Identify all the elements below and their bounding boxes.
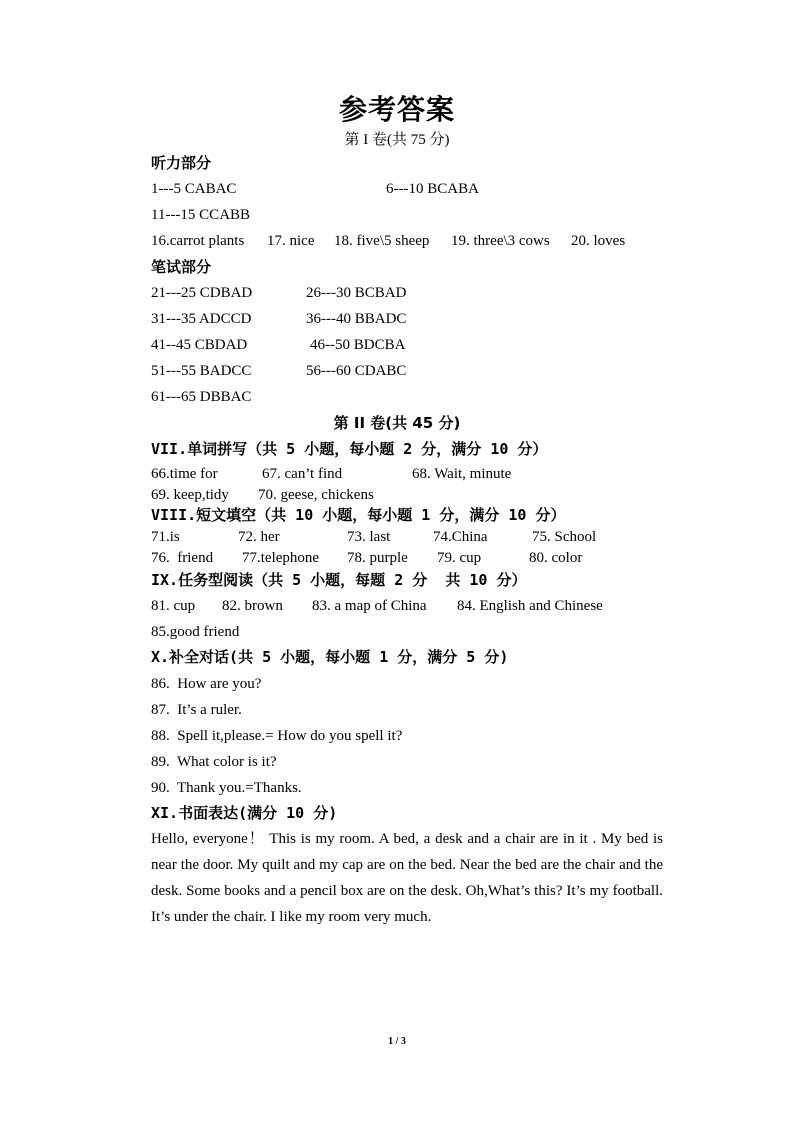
answer-66: 66.time for <box>151 466 218 482</box>
section-7-heading: VII.单词拼写（共 5 小题，每小题 2 分，满分 10 分） <box>151 440 548 458</box>
answer-80: 80. color <box>529 550 583 566</box>
answer-81: 81. cup <box>151 598 196 614</box>
answer-11-15: 11---15 CCABB <box>151 207 251 223</box>
answer-20: 20. loves <box>571 233 626 249</box>
page-number: 1 / 3 <box>388 1036 406 1047</box>
answer-85: 85.good friend <box>151 624 240 640</box>
answer-67: 67. can’t find <box>262 466 343 482</box>
answer-90: 90. Thank you.=Thanks. <box>151 780 302 796</box>
answer-41-45: 41--45 CBDAD <box>151 337 248 353</box>
answer-77: 77.telephone <box>242 550 320 566</box>
answer-74: 74.China <box>433 529 488 545</box>
answer-78: 78. purple <box>347 550 408 566</box>
essay-paragraph: Hello, everyone！ This is my room. A bed, a desk and a chair are in it . My bed is near the door. My quilt and my cap are on the bed. Near the bed are the chair and the desk. Some books and a pencil box are on the desk. Oh,What’s this? It’s my football. It’s under the chair. I like my room very much. <box>151 831 663 925</box>
section-11-heading: XI.书面表达(满分 10 分) <box>151 804 338 822</box>
answer-87: 87. It’s a ruler. <box>151 702 242 718</box>
answer-88: 88. Spell it,please.= How do you spell it? <box>151 728 403 744</box>
written-heading: 笔试部分 <box>151 258 212 276</box>
answer-83: 83. a map of China <box>312 598 427 614</box>
answer-84: 84. English and Chinese <box>457 598 603 614</box>
answer-71: 71.is <box>151 529 180 545</box>
answer-16: 16.carrot plants <box>151 233 245 249</box>
answer-6-10: 6---10 BCABA <box>386 181 479 197</box>
answer-69: 69. keep,tidy <box>151 487 229 503</box>
answer-82: 82. brown <box>222 598 283 614</box>
answer-72: 72. her <box>238 529 280 545</box>
page-title: 参考答案 <box>338 93 455 126</box>
answer-76: 76. friend <box>151 550 214 566</box>
part-two-heading: 第 II 卷(共 45 分) <box>333 414 461 432</box>
answer-89: 89. What color is it? <box>151 754 277 770</box>
section-9-heading: IX.任务型阅读（共 5 小题，每题 2 分 共 10 分） <box>151 571 527 589</box>
answer-61-65: 61---65 DBBAC <box>151 389 252 405</box>
answer-51-55: 51---55 BADCC <box>151 363 252 379</box>
answer-56-60: 56---60 CDABC <box>306 363 407 379</box>
answer-75: 75. School <box>532 529 597 545</box>
answer-31-35: 31---35 ADCCD <box>151 311 252 327</box>
answer-73: 73. last <box>347 529 391 545</box>
answer-21-25: 21---25 CDBAD <box>151 285 253 301</box>
answer-46-50: 46--50 BDCBA <box>310 337 406 353</box>
answer-70: 70. geese, chickens <box>258 487 374 503</box>
part-one-subtitle: 第 I 卷(共 75 分) <box>344 132 450 148</box>
answer-68: 68. Wait, minute <box>412 466 512 482</box>
answer-1-5: 1---5 CABAC <box>151 181 237 197</box>
section-8-heading: VIII.短文填空（共 10 小题，每小题 1 分，满分 10 分） <box>151 506 566 524</box>
answer-18: 18. five\5 sheep <box>334 233 430 249</box>
answer-26-30: 26---30 BCBAD <box>306 285 407 301</box>
answer-36-40: 36---40 BBADC <box>306 311 407 327</box>
answer-86: 86. How are you? <box>151 676 262 692</box>
answer-17: 17. nice <box>267 233 315 249</box>
section-10-heading: X.补全对话(共 5 小题，每小题 1 分，满分 5 分) <box>151 648 509 666</box>
answer-79: 79. cup <box>437 550 482 566</box>
answer-19: 19. three\3 cows <box>451 233 550 249</box>
listening-heading: 听力部分 <box>151 154 212 172</box>
